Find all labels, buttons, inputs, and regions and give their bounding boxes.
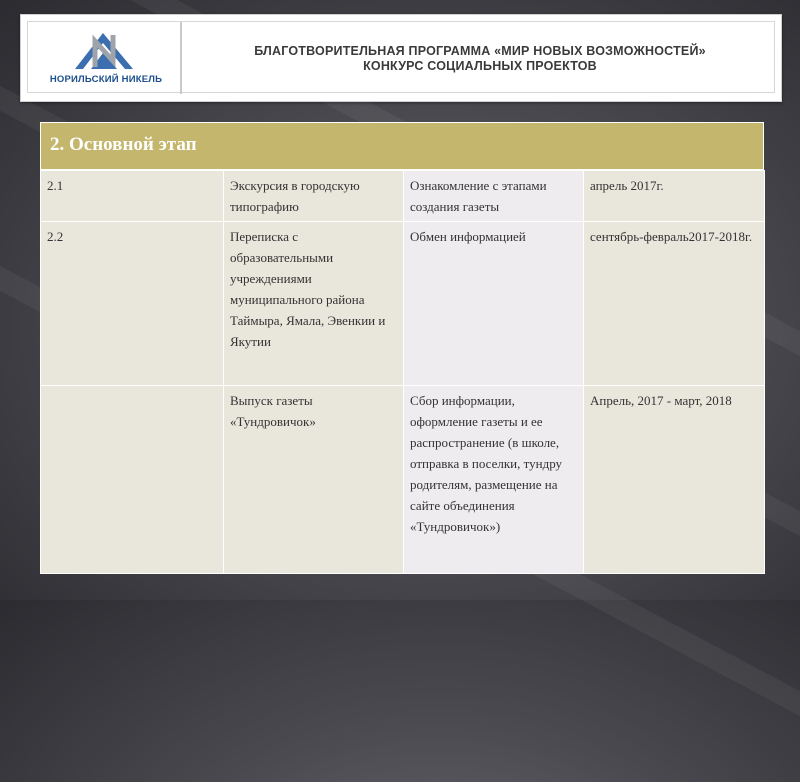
header-title [190, 44, 770, 74]
plan-table [40, 170, 765, 574]
cell-content: Обмен информацией [404, 222, 584, 386]
header-frame [27, 21, 775, 93]
nornickel-logo-icon [73, 27, 135, 71]
cell-activity: Переписка с образовательными учреждениями муниципального района Таймыра, Ямала, Эвенкии и Якутии [224, 222, 404, 386]
cell-period: Апрель, 2017 - март, 2018 [584, 386, 765, 574]
table-row [41, 222, 765, 386]
cell-period: апрель 2017г. [584, 171, 765, 222]
cell-content: Ознакомление с этапами создания газеты [404, 171, 584, 222]
table-row [41, 171, 765, 222]
cell-activity: Экскурсия в городскую типографию [224, 171, 404, 222]
cell-number [41, 386, 224, 574]
cell-number: 2.1 [41, 171, 224, 222]
slide-header [20, 14, 782, 102]
section-title: 2. Основной этап [40, 122, 764, 170]
cell-number: 2.2 [41, 222, 224, 386]
table-row [41, 386, 765, 574]
company-logo [28, 22, 182, 94]
cell-period: сентябрь-февраль2017-2018г. [584, 222, 765, 386]
cell-activity: Выпуск газеты «Тундровичок» [224, 386, 404, 574]
header-title-line-1: БЛАГОТВОРИТЕЛЬНАЯ ПРОГРАММА «МИР НОВЫХ ВОЗМОЖНОСТЕЙ» [254, 44, 706, 58]
cell-content: Сбор информации, оформление газеты и ее распространение (в школе, отправка в поселки, тундру родителям, размещение на сайте объединения «Тундровичок») [404, 386, 584, 574]
header-title-line-2: КОНКУРС СОЦИАЛЬНЫХ ПРОЕКТОВ [363, 59, 597, 73]
logo-text: НОРИЛЬСКИЙ НИКЕЛЬ [49, 74, 163, 85]
